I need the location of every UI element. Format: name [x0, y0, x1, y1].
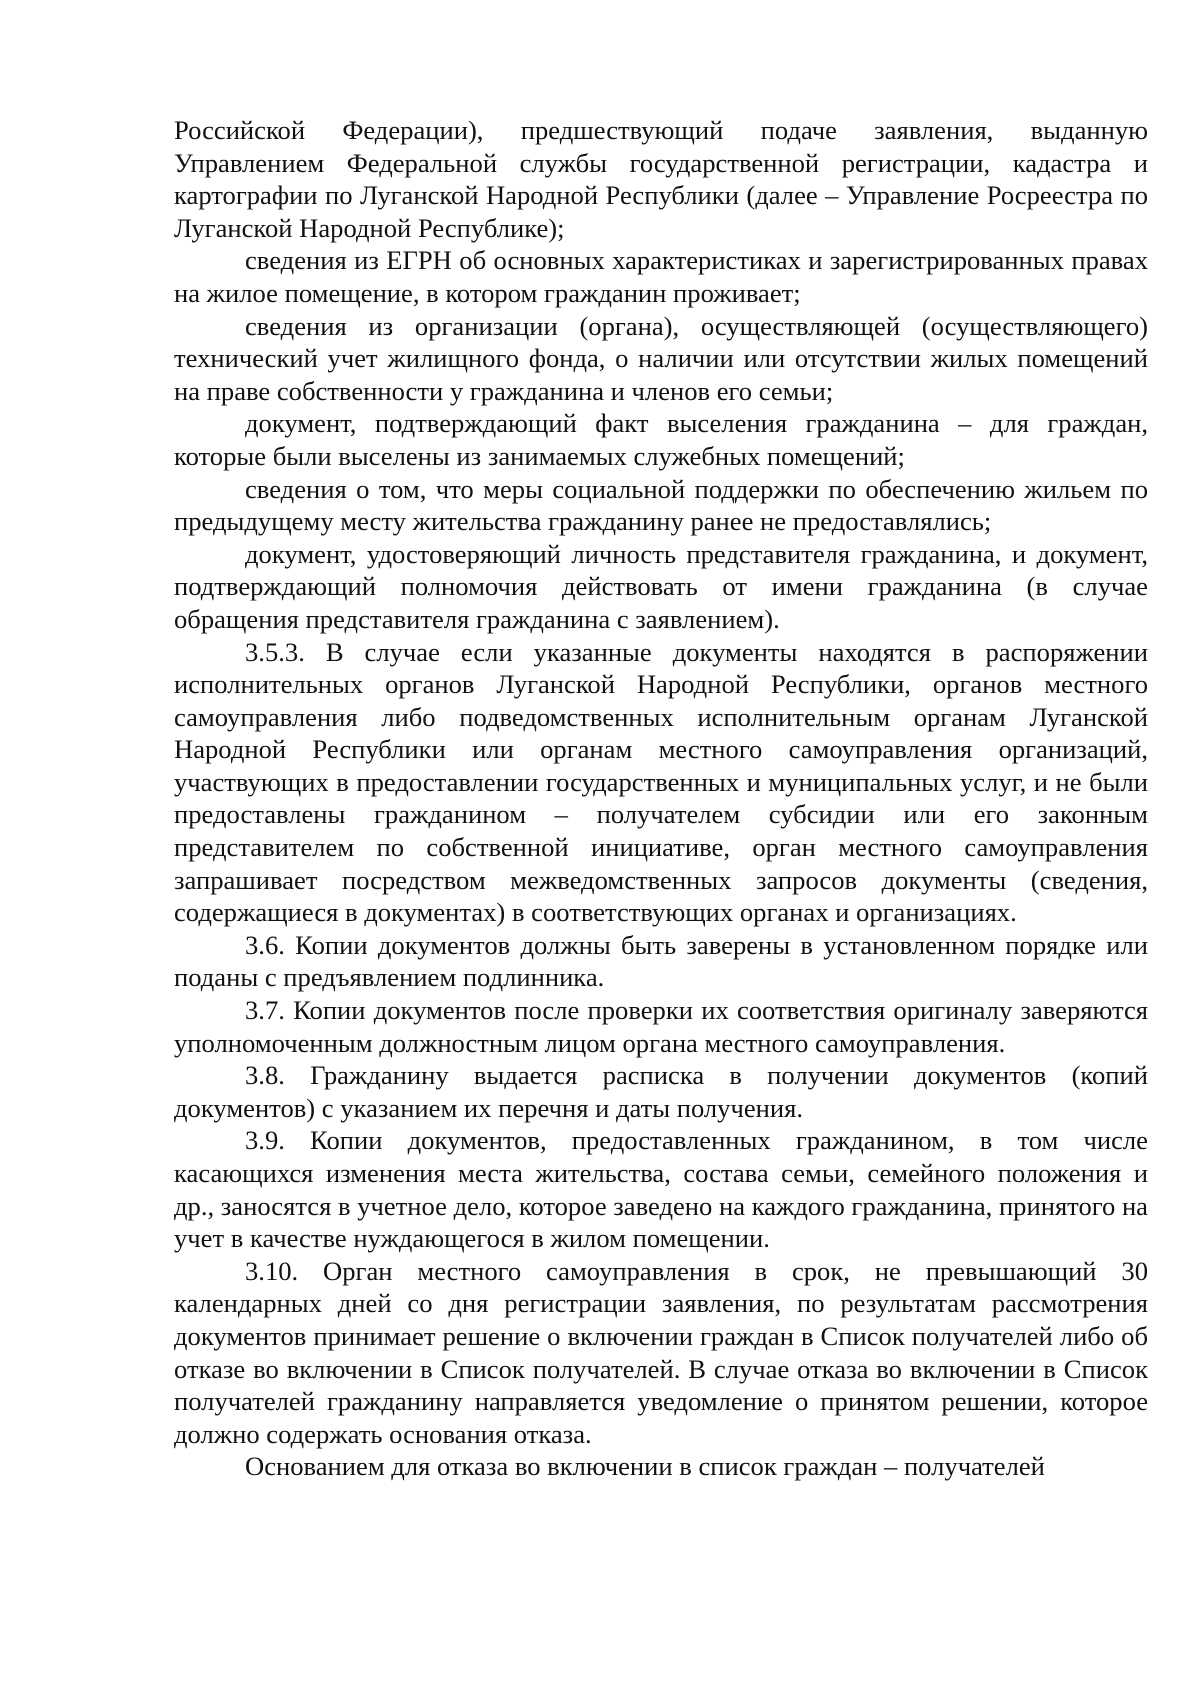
- paragraph-egrn-info: сведения из ЕГРН об основных характеристиках и зарегистрированных правах на жилое помещение, в котором гражданин проживает;: [174, 245, 1148, 308]
- paragraph-3-9: 3.9. Копии документов, предоставленных гражданином, в том числе касающихся изменения места жительства, состава семьи, семейного положения и др., заносятся в учетное дело, которое заведено на каждого гражданина, принятого на учет в качестве нуждающегося в жилом помещении.: [174, 1125, 1148, 1254]
- paragraph-3-6: 3.6. Копии документов должны быть заверены в установленном порядке или поданы с предъявлением подлинника.: [174, 929, 1148, 993]
- paragraph-3-10: 3.10. Орган местного самоуправления в срок, не превышающий 30 календарных дней со дня регистрации заявления, по результатам рассмотрения документов принимает решение о включении граждан в Список получателей либо об отказе во включении в Список получателей. В случае отказа во включении в Список получателей гражданину направляется уведомление о принятом решении, которое должно содержать основания отказа.: [174, 1255, 1148, 1449]
- document-page: [174, 114, 1148, 1483]
- paragraph-technical-accounting: сведения из организации (органа), осуществляющей (осуществляющего) технический учет жилищного фонда, о наличии или отсутствии жилых помещений на праве собственности у гражданина и членов его семьи;: [174, 310, 1148, 406]
- paragraph-3-8: 3.8. Гражданину выдается расписка в получении документов (копий документов) с указанием их перечня и даты получения.: [174, 1060, 1148, 1123]
- paragraph-refusal-grounds: Основанием для отказа во включении в список граждан – получателей: [245, 1451, 1045, 1482]
- paragraph-eviction-document: документ, подтверждающий факт выселения гражданина – для граждан, которые были выселены из занимаемых служебных помещений;: [174, 408, 1148, 471]
- paragraph-3-7: 3.7. Копии документов после проверки их соответствия оригиналу заверяются уполномоченным должностным лицом органа местного самоуправления.: [174, 995, 1148, 1058]
- paragraph-continuation: Российской Федерации), предшествующий подаче заявления, выданную Управлением Федеральной службы государственной регистрации, кадастра и картографии по Луганской Народной Республики (далее – Управление Росреестра по Луганской Народной Республике);: [174, 115, 1148, 243]
- paragraph-representative-id: документ, удостоверяющий личность представителя гражданина, и документ, подтверждающий полномочия действовать от имени гражданина (в случае обращения представителя гражданина с заявлением).: [174, 538, 1148, 634]
- paragraph-3-5-3: 3.5.3. В случае если указанные документы находятся в распоряжении исполнительных органов Луганской Народной Республики, органов местного самоуправления либо подведомственных исполнительным органам Луганской Народной Республики или органам местного самоуправления организаций, участвующих в предоставлении государственных и муниципальных услуг, и не были предоставлены гражданином – получателем субсидии или его законным представителем по собственной инициативе, орган местного самоуправления запрашивает посредством межведомственных запросов документы (сведения, содержащиеся в документах) в соответствующих органах и организациях.: [174, 636, 1148, 928]
- paragraph-social-support-info: сведения о том, что меры социальной поддержки по обеспечению жильем по предыдущему месту жительства гражданину ранее не предоставлялись;: [174, 473, 1148, 537]
